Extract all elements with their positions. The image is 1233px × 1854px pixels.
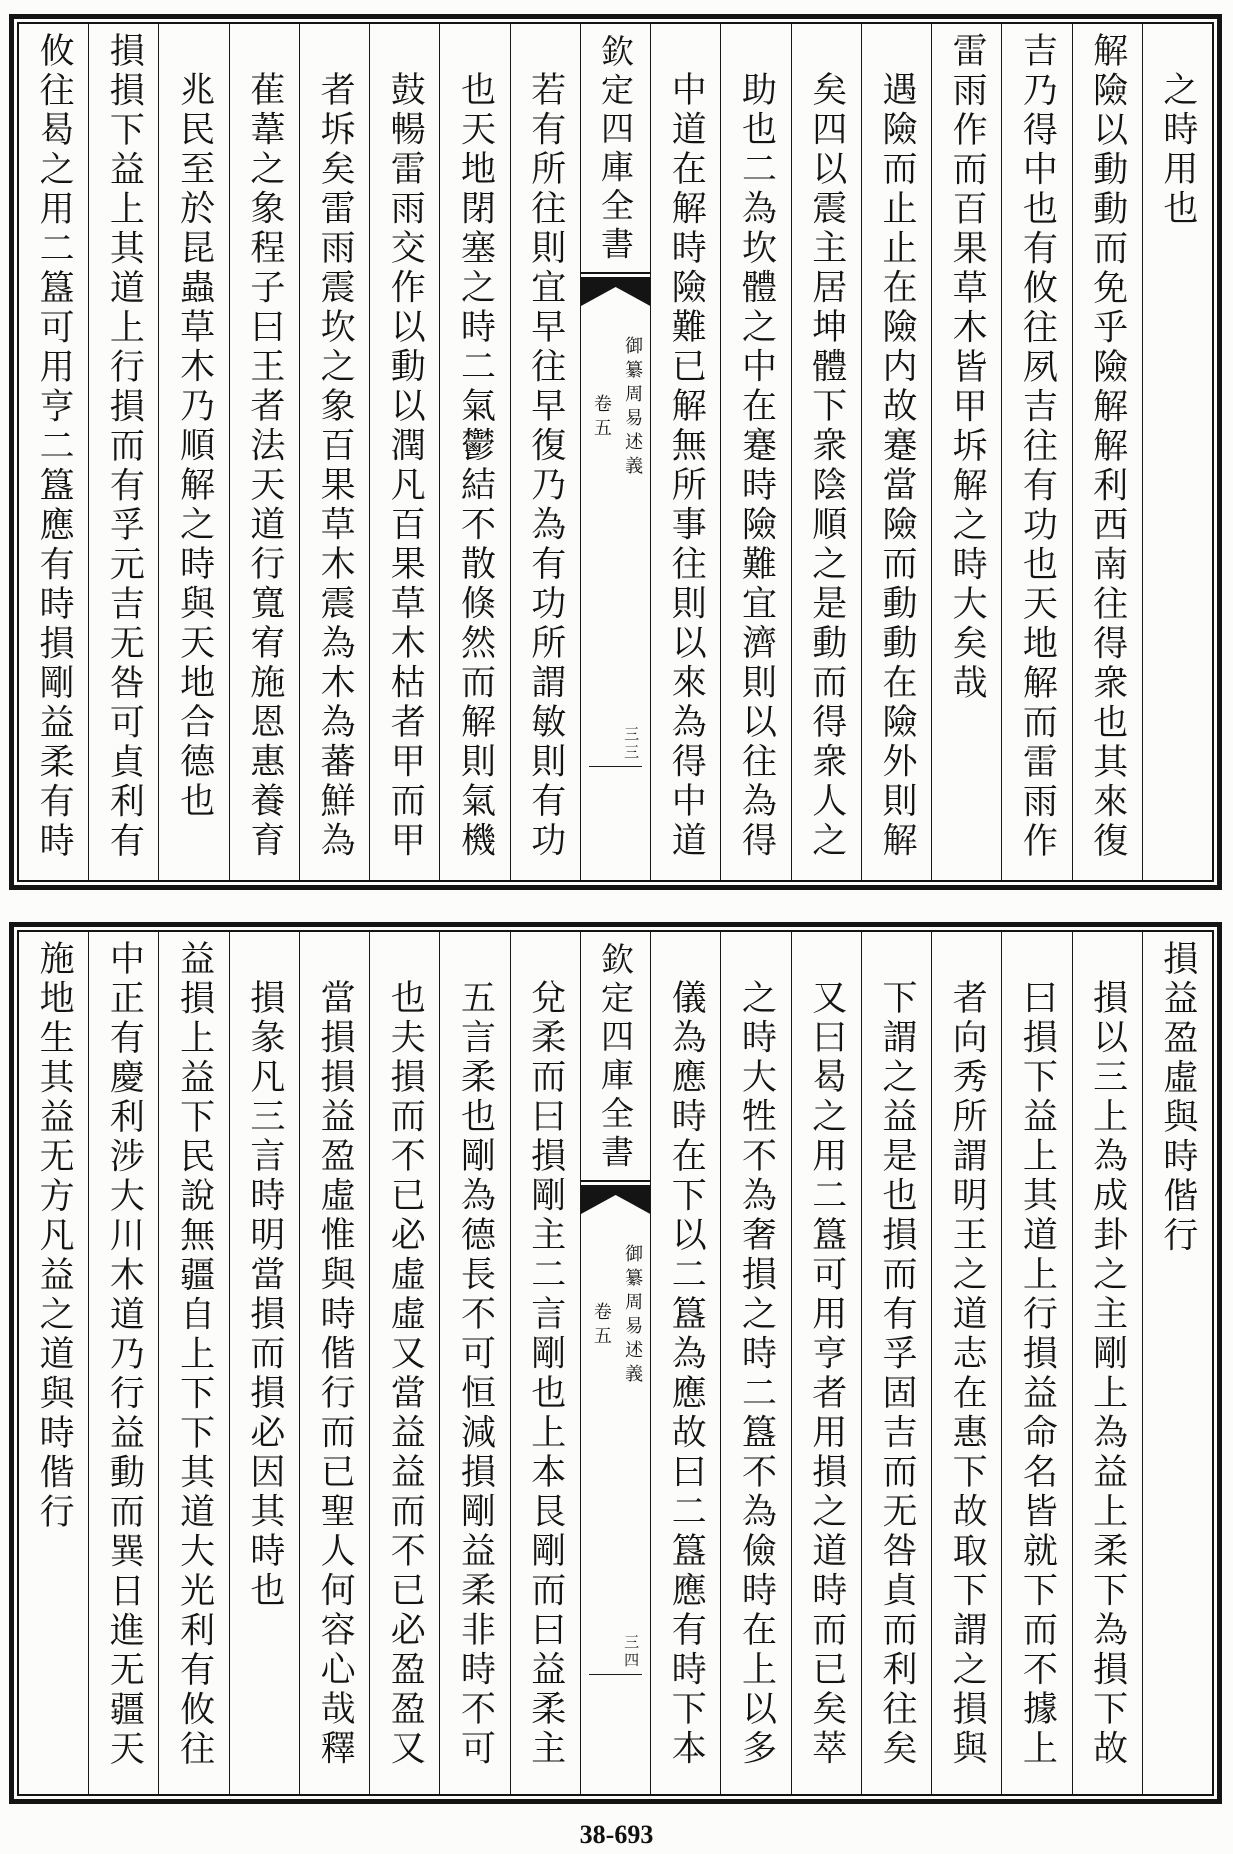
- text-column: [88, 24, 158, 880]
- column-text: 者向秀所謂明王之道志在惠下故取下謂之損與: [947, 979, 988, 1769]
- text-column: [369, 24, 439, 880]
- text-column: [650, 24, 720, 880]
- book-title: 御纂周易述義: [622, 336, 644, 480]
- column-text: 也天地閉塞之時二氣鬱結不散倏然而解則氣機: [455, 71, 496, 861]
- text-column: [88, 932, 158, 1794]
- text-column: [791, 932, 861, 1794]
- column-text: 也夫損而不已必虛虛又當益益而不已必盈盈又: [385, 979, 426, 1769]
- center-column: [580, 932, 650, 1794]
- text-column: [1001, 24, 1071, 880]
- text-column: [299, 24, 369, 880]
- column-text: 曰損下益上其道上行損益命名皆就下而不據上: [1017, 979, 1058, 1769]
- column-text: 鼓暢雷雨交作以動以潤凡百果草木枯者甲而甲: [385, 71, 426, 861]
- column-text: 助也二為坎體之中在蹇時險難宜濟則以往為得: [736, 71, 777, 861]
- column-text: 之時用也: [1157, 71, 1198, 229]
- text-column: [791, 24, 861, 880]
- column-text: 雷雨作而百果草木皆甲坼解之時大矣哉: [947, 32, 988, 704]
- column-text: 又曰曷之用二簋可用亨者用損之道時而已矣萃: [806, 979, 847, 1769]
- center-column: [580, 24, 650, 880]
- divider-line: [589, 1674, 642, 1675]
- text-column: [1072, 24, 1142, 880]
- text-column: [19, 24, 88, 880]
- text-column: [861, 24, 931, 880]
- column-text: 中道在解時險難已解無所事往則以來為得中道: [666, 71, 707, 861]
- text-column: [510, 24, 580, 880]
- column-text: 下謂之益是也損而有孚固吉而无咎貞而利往矣: [876, 979, 917, 1769]
- text-column: [439, 24, 509, 880]
- fish-tail-mark: [581, 272, 650, 308]
- text-column: [1142, 932, 1212, 1794]
- leaf-lower: [9, 922, 1222, 1804]
- text-column: [19, 932, 88, 1794]
- text-column: [510, 932, 580, 1794]
- column-text: 中正有慶利涉大川木道乃行益動而巽日進无疆天: [104, 940, 145, 1770]
- column-text: 若有所往則宜早往早復乃為有功所謂敏則有功: [525, 71, 566, 861]
- book-title: 御纂周易述義: [622, 1244, 644, 1388]
- column-text: 兌柔而曰損剛主二言剛也上本艮剛而曰益柔主: [525, 979, 566, 1769]
- divider-line: [589, 766, 642, 767]
- text-column: [158, 932, 228, 1794]
- text-column: [439, 932, 509, 1794]
- volume-label: 卷五: [590, 1302, 612, 1350]
- text-column: [720, 932, 790, 1794]
- column-text: 萑葦之象程子曰王者法天道行寬宥施恩惠養育: [244, 71, 285, 861]
- column-text: 兆民至於昆蟲草木乃順解之時與天地合德也: [174, 71, 215, 822]
- column-text: 攸往曷之用二簋可用亨二簋應有時損剛益柔有時: [34, 32, 75, 862]
- column-text: 損以三上為成卦之主剛上為益上柔下為損下故: [1087, 979, 1128, 1769]
- column-text: 損益盈虛與時偕行: [1157, 940, 1198, 1256]
- column-text: 者坼矣雷雨震坎之象百果草木震為木為蕃鮮為: [315, 71, 356, 861]
- volume-label: 卷五: [590, 394, 612, 442]
- text-column: [861, 932, 931, 1794]
- column-text: 損損下益上其道上行損而有孚元吉无咎可貞利有: [104, 32, 145, 862]
- column-text: 儀為應時在下以二簋為應故曰二簋應有時下本: [666, 979, 707, 1769]
- column-text: 解險以動動而免乎險解解利西南往得衆也其來復: [1087, 32, 1128, 862]
- text-column: [931, 932, 1001, 1794]
- text-column: [229, 24, 299, 880]
- text-column: [299, 932, 369, 1794]
- column-text: 五言柔也剛為德長不可恒減損剛益柔非時不可: [455, 979, 496, 1769]
- fish-tail-mark: [581, 1180, 650, 1216]
- column-text: 吉乃得中也有攸往夙吉往有功也天地解而雷雨作: [1017, 32, 1058, 862]
- text-column: [650, 932, 720, 1794]
- column-text: 遇險而止止在險内故蹇當險而動動在險外則解: [876, 71, 917, 861]
- text-column: [931, 24, 1001, 880]
- leaf-number: 三四: [622, 1634, 641, 1670]
- column-text: 之時大牲不為奢損之時二簋不為儉時在上以多: [736, 979, 777, 1769]
- text-column: [229, 932, 299, 1794]
- column-text: 當損損益盈虛惟與時偕行而已聖人何容心哉釋: [315, 979, 356, 1769]
- leaf-frame: [17, 930, 1214, 1796]
- page-number-label: 38-693: [579, 1820, 654, 1849]
- column-text: 施地生其益无方凡益之道與時偕行: [34, 940, 75, 1533]
- collection-title: 欽定四庫全書: [596, 34, 635, 265]
- leaf-frame: [17, 22, 1214, 882]
- leaf-number: 三三: [622, 726, 641, 762]
- column-text: 矣四以震主居坤體下衆陰順之是動而得衆人之: [806, 71, 847, 861]
- collection-title: 欽定四庫全書: [596, 942, 635, 1173]
- text-column: [720, 24, 790, 880]
- column-text: 損彖凡三言時明當損而損必因其時也: [244, 979, 285, 1611]
- text-column: [1001, 932, 1071, 1794]
- text-column: [1142, 24, 1212, 880]
- text-column: [369, 932, 439, 1794]
- leaf-upper: [9, 14, 1222, 890]
- column-text: 益損上益下民說無疆自上下下其道大光利有攸往: [174, 940, 215, 1770]
- text-column: [1072, 932, 1142, 1794]
- text-column: [158, 24, 228, 880]
